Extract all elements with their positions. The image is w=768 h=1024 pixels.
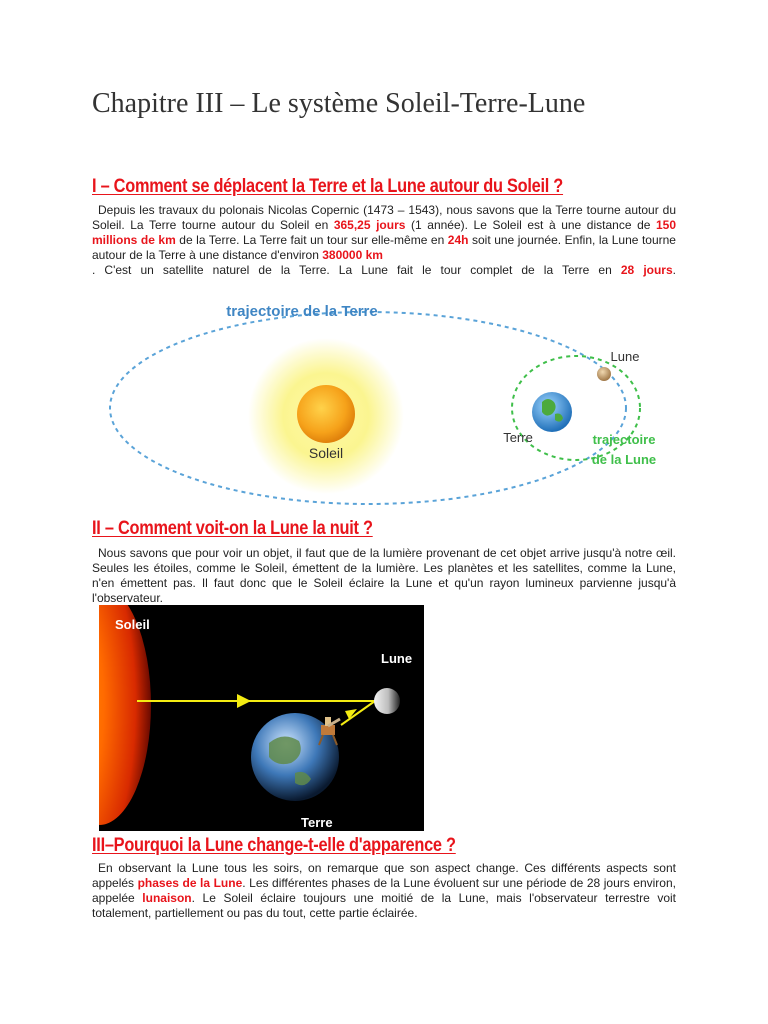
- section-1-heading: I – Comment se déplacent la Terre et la Lune autour du Soleil ?: [92, 176, 564, 197]
- highlight-380000-km: 380000 km: [322, 248, 383, 262]
- sun-image-label: Soleil: [115, 617, 150, 632]
- section-3-paragraph: [92, 861, 676, 921]
- section-3-text-a: En observant la Lune tous les soirs, on remarque que son aspect change. Ces différents aspects sont appelés: [92, 861, 676, 890]
- earth-label: Terre: [503, 430, 533, 445]
- section-1-paragraph: [92, 203, 676, 278]
- observation-image: [99, 605, 424, 831]
- section-1-text-a: Depuis les travaux du polonais Nicolas Copernic (1473 – 1543), nous savons que la Terre tourne autour du Soleil. La Terre tourne autour du Soleil en: [92, 203, 676, 232]
- section-1-text-e: . C'est un satellite naturel de la Terre. La Lune fait le tour complet de la Terre en: [92, 263, 621, 277]
- earth-image-label: Terre: [301, 815, 333, 830]
- moon-image-label: Lune: [381, 651, 413, 666]
- moon-label: Lune: [610, 349, 640, 364]
- section-3-text-b: . Les différentes phases de la Lune évoluent sur une période de 28 jours environ, appelée: [92, 876, 676, 905]
- moon-orbit-label-line-1: trajectoire: [592, 432, 656, 447]
- section-1-text-f: .: [672, 263, 676, 277]
- section-2-paragraph: [92, 546, 676, 606]
- section-2-text: Nous savons que pour voir un objet, il faut que de la lumière provenant de cet objet arrive jusqu'à notre œil. Seules les étoiles, comme le Soleil, émettent de la lumière. Les planètes et les satellites, comme la Lune, n'en émettent pas. Il faut donc que le Soleil éclaire la Lune et qu'un rayon lumineux parvienne jusqu'à l'observateur.: [92, 546, 676, 605]
- highlight-phases: phases de la Lune: [137, 876, 243, 890]
- section-3-text-c: . Le Soleil éclaire toujours une moitié de la Lune, mais l'observateur terrestre voit totalement, partiellement ou pas du tout, cette partie éclairée.: [92, 891, 676, 920]
- moon: [597, 367, 611, 381]
- highlight-24h: 24h: [447, 233, 469, 247]
- highlight-lunaison: lunaison: [142, 891, 192, 905]
- page-title: Chapitre III – Le système Soleil-Terre-Lune: [92, 88, 586, 119]
- section-1-text-d: soit une journée. Enfin, la Lune tourne autour de la Terre à une distance d'environ: [92, 233, 676, 262]
- earth-orbit-label: trajectoire de la Terre: [226, 303, 378, 320]
- orbit-diagram: [100, 296, 680, 510]
- highlight-150-million-km: 150 millions de km: [92, 218, 677, 247]
- highlight-365-days: 365,25 jours: [333, 218, 406, 232]
- section-1-text-b: (1 année). Le Soleil est à une distance de: [405, 218, 656, 232]
- sun: [297, 385, 355, 443]
- moon-orbit-label-line-2: de la Lune: [591, 452, 657, 467]
- highlight-28: 28: [620, 263, 635, 277]
- highlight-jours: jours: [643, 263, 673, 277]
- section-2-heading: II – Comment voit-on la Lune la nuit ?: [92, 518, 373, 539]
- section-3-heading: III–Pourquoi la Lune change-t-elle d'apparence ?: [92, 835, 456, 856]
- moon-image: [374, 688, 400, 714]
- section-1-text-c: de la Terre. La Terre fait un tour sur elle-même en: [175, 233, 448, 247]
- sun-label: Soleil: [308, 445, 344, 461]
